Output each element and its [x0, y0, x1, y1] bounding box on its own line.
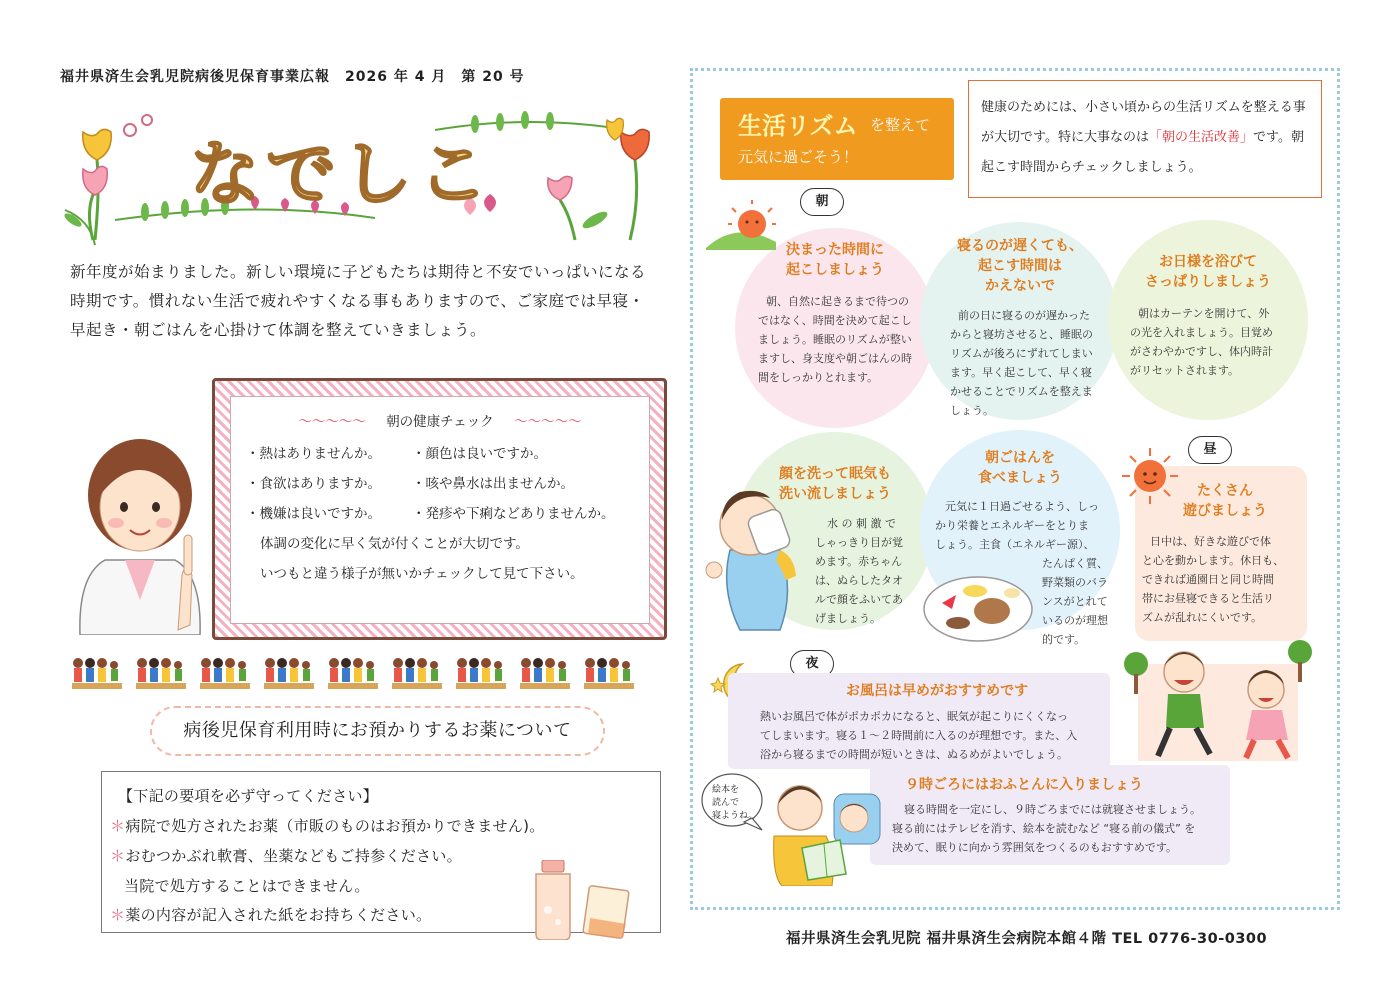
- bubble-text-line: たんぱく質、: [1042, 557, 1108, 570]
- children-playing-illustration: [1118, 636, 1318, 761]
- wave-decoration: ～～～～～: [298, 414, 366, 430]
- bubble-text-line: できれば通園日と同じ時間: [1142, 573, 1274, 586]
- intro-line: 早起き・朝ごはんを心掛けて体調を整えていきましょう。: [70, 321, 487, 339]
- rules-lead: 【下記の要項を必ず守ってください】: [118, 787, 379, 805]
- bubble-text: [950, 306, 1110, 420]
- bubble-text-line: 朝はカーテンを開けて、外: [1138, 307, 1270, 320]
- bubble-heading-line: 顔を洗って眠気も: [779, 466, 891, 482]
- bubble-heading-line: 寝るのが遅くても、: [957, 238, 1083, 254]
- tag-night: 夜: [790, 650, 834, 678]
- bubble-text-line: は、ぬらしたタオ: [815, 574, 903, 587]
- check-item: ・熱はありませんか。: [246, 446, 381, 462]
- bubble-text-line: 帯にお昼寝できると生活リ: [1142, 592, 1274, 605]
- intro-text: [70, 258, 680, 345]
- children-border-illustration: [70, 655, 685, 695]
- check-item: ・食欲はありますか。: [246, 476, 381, 492]
- doctor-illustration: [60, 425, 220, 635]
- rule-item: [110, 815, 545, 836]
- bubble-text-line: 日中は、好きな遊びで体: [1150, 535, 1271, 548]
- speech-text: [712, 784, 757, 823]
- note-highlight: 「朝の生活改善」: [1148, 130, 1253, 145]
- bubble-text-line: ズムが乱れにくいです。: [1142, 611, 1263, 624]
- bedtime-text-line: 寝る前にはテレビを消す、絵本を読むなど “寝る前の儀式” を: [892, 822, 1196, 835]
- bubble-heading-line: かえないで: [985, 278, 1055, 294]
- medicine-bottle-icon: [528, 860, 648, 940]
- tag-morning: 朝: [800, 188, 844, 216]
- bubble-text-line: ます。早く起こして、早く寝: [950, 366, 1092, 379]
- tag-noon: 昼: [1188, 436, 1232, 464]
- bubble-heading: [1155, 481, 1295, 521]
- speech-text-line: 寝ようね。: [712, 811, 758, 821]
- bubble-text-line: リズムが後ろにずれてしまい: [950, 347, 1093, 360]
- check-note: いつもと違う様子が無いかチェックして見て下さい。: [260, 566, 584, 582]
- bubble-text-line: の光を入れましょう。目覚め: [1130, 326, 1273, 339]
- bubble-text: [1142, 532, 1302, 627]
- speech-text-line: 絵本を: [712, 785, 740, 795]
- bubble-heading: [945, 236, 1095, 296]
- bubble-text-line: かせることでリズムを整えま: [950, 385, 1093, 398]
- speech-text-line: 読んで: [712, 798, 740, 808]
- rule-sub-text: 当院で処方することはできません。: [124, 877, 370, 895]
- bath-heading: お風呂は早めがおすすめです: [846, 683, 1029, 699]
- bubble-text-line: 野菜類のバラ: [1042, 576, 1108, 589]
- bubble-heading: [945, 448, 1095, 488]
- bubble-heading-line: たくさん: [1197, 483, 1253, 499]
- bedtime-text: [892, 800, 1232, 857]
- bubble-heading-line: 朝ごはんを: [985, 450, 1055, 466]
- child-washing-face-illustration: [700, 480, 815, 640]
- health-check-title: [255, 410, 625, 430]
- bubble-text-line: がさわやかですし、体内時計: [1130, 345, 1273, 358]
- rule-text: 薬の内容が記入された紙をお持ちください。: [125, 906, 432, 924]
- bubble-text-line: しょう。: [950, 404, 994, 417]
- intro-line: 新年度が始まりました。新しい環境に子どもたちは期待と不安でいっぱいになる: [70, 263, 647, 281]
- check-item: ・咳や鼻水は出ませんか。: [412, 476, 574, 492]
- bubble-text: [815, 514, 915, 628]
- parent-reading-illustration: [762, 776, 892, 886]
- bubble-text-line: しゃっきり目が覚: [815, 536, 903, 549]
- health-check-heading: 朝の健康チェック: [386, 414, 494, 430]
- bubble-text-line: 水 の 刺 激 で: [827, 517, 896, 530]
- bath-text-line: てしまいます。寝る１～２時間前に入るのが理想です。また、入: [760, 729, 1078, 742]
- bubble-text-line: がリセットされます。: [1130, 364, 1240, 377]
- bubble-text-line: 朝、自然に起きるまで待つの: [766, 295, 909, 308]
- masthead: 福井県済生会乳児院病後児保育事業広報 2026 年 4 月 第 20 号: [60, 69, 525, 85]
- bubble-text-narrow: [1042, 554, 1122, 649]
- bubble-text-line: 的です。: [1042, 633, 1086, 646]
- footer-contact: 福井県済生会乳児院 福井県済生会病院本館４階 TEL 0776-30-0300: [786, 931, 1268, 947]
- bubble-text-line: しょう。主食（エネルギー源）、: [935, 538, 1095, 551]
- bubble-heading: [760, 240, 910, 280]
- bubble-text: [758, 292, 918, 387]
- rule-item: [110, 904, 431, 925]
- bubble-text-line: ましょう。睡眠のリズムが整い: [758, 333, 912, 346]
- bubble-heading-line: 洗い流しましょう: [779, 486, 891, 502]
- bath-text: [760, 707, 1110, 764]
- check-item: ・発疹や下痢などありませんか。: [412, 506, 615, 522]
- bubble-heading-line: お日様を浴びて: [1159, 254, 1257, 270]
- bubble-text-line: ますし、身支度や朝ごはんの時: [758, 352, 912, 365]
- rhythm-banner-line2: 元気に過ごそう！: [738, 148, 859, 166]
- bubble-heading-line: さっぱりしましょう: [1145, 274, 1271, 290]
- bubble-heading-line: 食べましょう: [978, 470, 1062, 486]
- bubble-text: [1130, 304, 1290, 380]
- bedtime-heading: ９時ごろにはおふとんに入りましょう: [905, 777, 1143, 793]
- medicine-heading: 病後児保育利用時にお預かりするお薬について: [150, 706, 605, 756]
- note-text: 健康のためには、小さい頃からの生活リズムを整える事が大切です。特に大事なのは: [981, 100, 1306, 145]
- bedtime-text-line: 寝る時間を一定にし、９時ごろまでには就寝させましょう。: [904, 803, 1201, 816]
- rule-text: 病院で処方されたお薬（市販のものはお預かりできません)。: [125, 817, 545, 835]
- rule-item: [110, 845, 462, 866]
- bubble-text-line: 元気に１日過ごせるよう、しっ: [945, 500, 1099, 513]
- bath-text-line: 浴から寝るまでの時間が短いときは、ぬるめがよいでしょう。: [760, 748, 1068, 761]
- bubble-text: [935, 497, 1115, 554]
- tulip-icon: [83, 129, 111, 160]
- rhythm-banner-big: 生活リズム: [738, 112, 858, 140]
- note-text: です。朝起こす時間からチェックしましょう。: [981, 130, 1304, 175]
- bubble-text-line: めます。赤ちゃん: [815, 555, 903, 568]
- bubble-text-line: 前の日に寝るのが遅かった: [958, 309, 1090, 322]
- bubble-text-line: かり栄養とエネルギーをとりま: [935, 519, 1089, 532]
- bubble-text-line: 間をしっかりとれます。: [758, 371, 879, 384]
- check-item: ・機嫌は良いですか。: [246, 506, 381, 522]
- rhythm-note-box: [968, 80, 1322, 198]
- check-item: ・顔色は良いですか。: [412, 446, 547, 462]
- wave-decoration: ～～～～～: [514, 414, 582, 430]
- bubble-text-line: ではなく、時間を決めて起こし: [758, 314, 912, 327]
- bubble-text-line: いるのが理想: [1042, 614, 1108, 627]
- bedtime-text-line: 決めて、眠りに向かう雰囲気をつくるのもおすすめです。: [892, 841, 1178, 854]
- bubble-heading-line: 起こしましょう: [786, 262, 884, 278]
- breakfast-plate-illustration: [920, 565, 1035, 645]
- asterisk-mark: ＊: [110, 847, 126, 865]
- intro-line: 時期です。慣れない生活で疲れやすくなる事もありますので、ご家庭では早寝・: [70, 292, 645, 310]
- asterisk-mark: ＊: [110, 817, 126, 835]
- bubble-heading-line: 起こす時間は: [978, 258, 1062, 274]
- bubble-text-line: げましょう。: [815, 612, 881, 625]
- bubble-text-line: ルで顔をふいてあ: [815, 593, 903, 606]
- bubble-text-line: ンスがとれて: [1042, 595, 1108, 608]
- bubble-text-line: と心を動かします。休日も、: [1142, 554, 1285, 567]
- bubble-heading-line: 決まった時間に: [786, 242, 884, 258]
- asterisk-mark: ＊: [110, 906, 126, 924]
- bubble-text-line: からと寝坊させると、睡眠の: [950, 328, 1093, 341]
- rhythm-banner: [720, 98, 954, 180]
- rule-text: おむつかぶれ軟膏、坐薬などもご持参ください。: [125, 847, 462, 865]
- newsletter-title: なでしこ: [190, 133, 494, 215]
- bath-text-line: 熱いお風呂で体がポカポカになると、眠気が起こりにくくなっ: [760, 710, 1068, 723]
- bubble-heading-line: 遊びましょう: [1183, 503, 1267, 519]
- check-note: 体調の変化に早く気が付くことが大切です。: [260, 536, 529, 552]
- bubble-heading: [1133, 252, 1283, 292]
- rhythm-banner-suffix: を整えて: [870, 116, 931, 134]
